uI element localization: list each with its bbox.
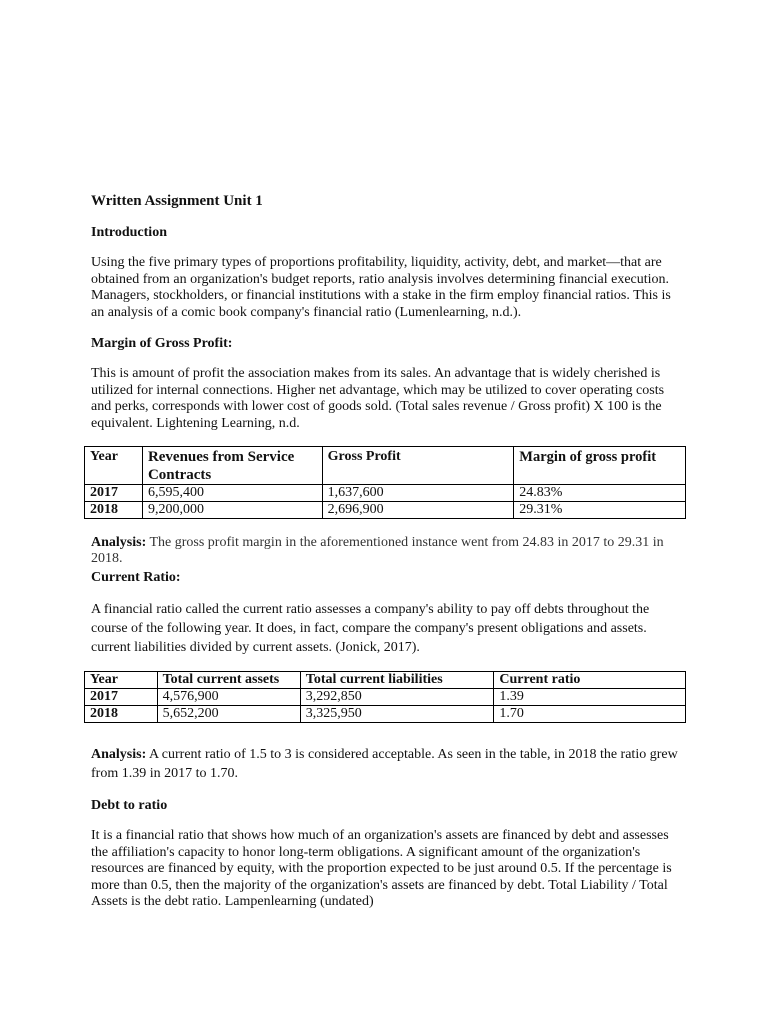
table-cell: 2017 [85, 485, 143, 502]
table-header-cell: Total current assets [157, 672, 300, 689]
table-cell: 3,292,850 [300, 689, 494, 706]
current-ratio-analysis [91, 745, 685, 783]
table-cell: 2018 [85, 706, 158, 723]
table-cell: 1,637,600 [322, 485, 514, 502]
table-cell: 2,696,900 [322, 502, 514, 519]
table-cell: 6,595,400 [142, 485, 322, 502]
table-header-row [85, 447, 686, 485]
current-ratio-heading: Current Ratio: [91, 570, 181, 585]
table-cell: 3,325,950 [300, 706, 494, 723]
current-ratio-table [84, 671, 686, 723]
gross-profit-paragraph: This is amount of profit the association makes from its sales. An advantage that is widely cherished is utilized for internal connections. Higher net advantage, which may be utilized to cover operating costs and perks, corresponds with lower cost of goods sold. (Total sales revenue / Gross profit) X 100 is the equivalent. Lightening Learning, n.d. [91, 366, 665, 431]
table-header-cell: Total current liabilities [300, 672, 494, 689]
debt-ratio-paragraph: It is a financial ratio that shows how much of an organization's assets are financed by debt and assesses the affiliation's capacity to honor long-term obligations. A significant amount of the organization's resources are financed by equity, with the proportion expected to be just around 0.5. If the percentage is more than 0.5, then the majority of the organization's assets are financed by debt. Total Liability / Total Assets is the debt ratio. Lampenlearning (undated) [91, 828, 672, 909]
analysis-label: Analysis: [91, 747, 147, 762]
table-cell: 24.83% [514, 485, 686, 502]
intro-heading: Introduction [91, 225, 167, 240]
table-cell: 9,200,000 [142, 502, 322, 519]
table-cell: 2017 [85, 689, 158, 706]
table-header-cell: Current ratio [494, 672, 686, 689]
document-page [91, 192, 685, 925]
table-row [85, 689, 686, 706]
table-header-cell: Margin of gross profit [514, 447, 686, 485]
table-row [85, 502, 686, 519]
current-ratio-paragraph: A financial ratio called the current ratio assesses a company's ability to pay off debts throughout the course of the following year. It does, in fact, compare the company's present obligations and assets. current liabilities divided by current assets. (Jonick, 2017). [91, 602, 650, 655]
table-cell: 29.31% [514, 502, 686, 519]
intro-paragraph: Using the five primary types of proportions profitability, liquidity, activity, debt, and market—that are obtained from an organization's budget reports, ratio analysis involves determining financial execution. Managers, stockholders, or financial institutions with a stake in the firm employ financial ratios. This is an analysis of a comic book company's financial ratio (Lumenlearning, n.d.). [91, 255, 671, 320]
gross-profit-heading: Margin of Gross Profit: [91, 336, 233, 351]
table-cell: 5,652,200 [157, 706, 300, 723]
table-cell: 4,576,900 [157, 689, 300, 706]
table-row [85, 485, 686, 502]
gross-profit-table [84, 446, 686, 519]
table-header-cell: Year [85, 672, 158, 689]
table-header-row [85, 672, 686, 689]
analysis-text: The gross profit margin in the aforementioned instance went from 24.83 in 2017 to 29.31 in 2018. [91, 535, 664, 566]
document-title: Written Assignment Unit 1 [91, 193, 263, 209]
table-row [85, 706, 686, 723]
analysis-label: Analysis: [91, 535, 147, 550]
analysis-text: A current ratio of 1.5 to 3 is considered acceptable. As seen in the table, in 2018 the ratio grew from 1.39 in 2017 to 1.70. [91, 747, 678, 781]
table-header-cell: Revenues from Service Contracts [142, 447, 322, 485]
gross-profit-analysis [91, 535, 685, 567]
table-cell: 1.70 [494, 706, 686, 723]
table-cell: 1.39 [494, 689, 686, 706]
table-header-cell: Year [85, 447, 143, 485]
table-header-cell: Gross Profit [322, 447, 514, 485]
table-cell: 2018 [85, 502, 143, 519]
debt-ratio-heading: Debt to ratio [91, 798, 168, 813]
